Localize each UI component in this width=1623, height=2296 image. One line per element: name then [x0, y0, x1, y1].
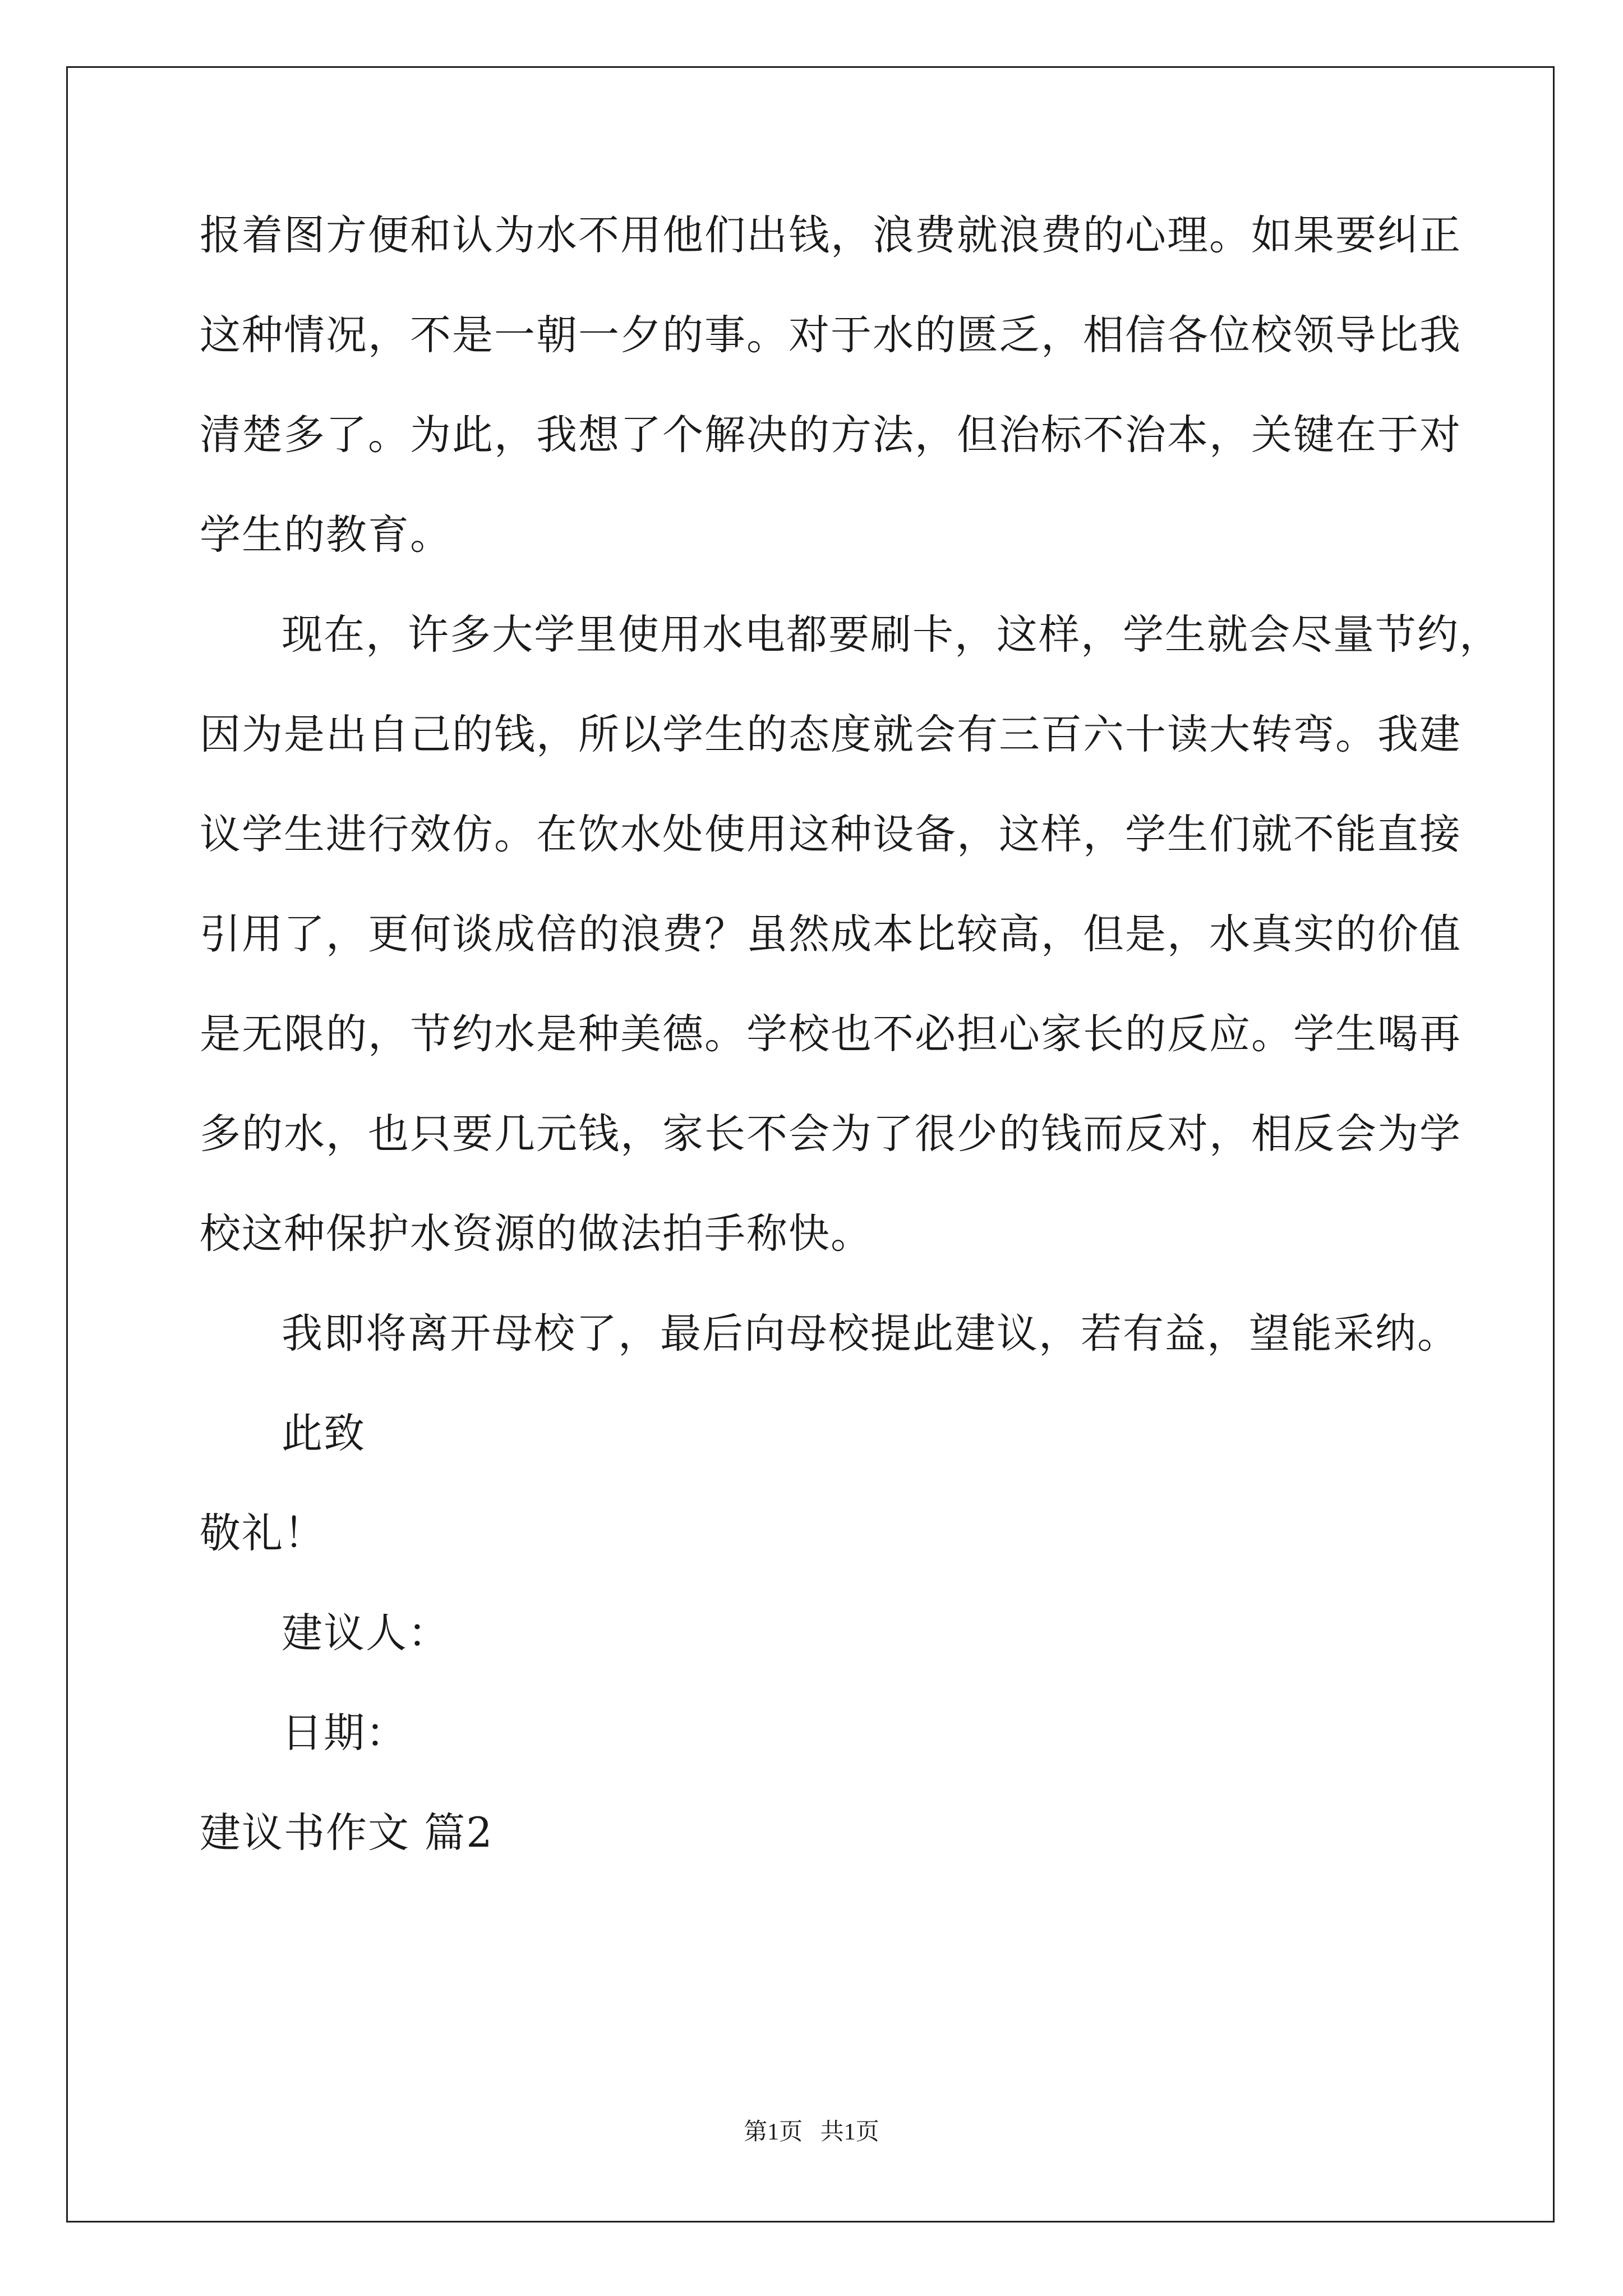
closing-respect: 敬礼！ — [200, 1510, 326, 1557]
paragraph-line: 现在，许多大学里使用水电都要刷卡，这样，学生就会尽量节约， — [282, 611, 1501, 659]
document-body — [200, 211, 1501, 1912]
proposer-label: 建议人： — [282, 1609, 450, 1657]
page-number: 第1页 共1页 — [744, 2119, 879, 2145]
paragraph-line: 清楚多了。为此，我想了个解决的方法，但治标不治本，关键在于对 — [200, 411, 1461, 459]
paragraph-line: 我即将离开母校了，最后向母校提此建议，若有益，望能采纳。 — [282, 1310, 1459, 1358]
date-label: 日期： — [282, 1709, 408, 1757]
paragraph-line: 校这种保护水资源的做法拍手称快。 — [200, 1210, 873, 1258]
closing-salutation: 此致 — [282, 1410, 366, 1457]
paragraph-line: 议学生进行效仿。在饮水处使用这种设备，这样，学生们就不能直接 — [200, 811, 1461, 858]
paragraph-line: 引用了，更何谈成倍的浪费？虽然成本比较高，但是，水真实的价值 — [200, 910, 1461, 958]
paragraph-line: 学生的教育。 — [200, 511, 452, 559]
paragraph-line: 报着图方便和认为水不用他们出钱，浪费就浪费的心理。如果要纠正 — [200, 211, 1461, 259]
section-heading: 建议书作文 篇2 — [200, 1809, 494, 1857]
paragraph-line: 因为是出自己的钱，所以学生的态度就会有三百六十读大转弯。我建 — [200, 711, 1461, 758]
paragraph-line: 这种情况，不是一朝一夕的事。对于水的匮乏，相信各位校领导比我 — [200, 311, 1461, 359]
paragraph-line: 多的水，也只要几元钱，家长不会为了很少的钱而反对，相反会为学 — [200, 1110, 1461, 1158]
paragraph-line: 是无限的，节约水是种美德。学校也不必担心家长的反应。学生喝再 — [200, 1010, 1461, 1058]
